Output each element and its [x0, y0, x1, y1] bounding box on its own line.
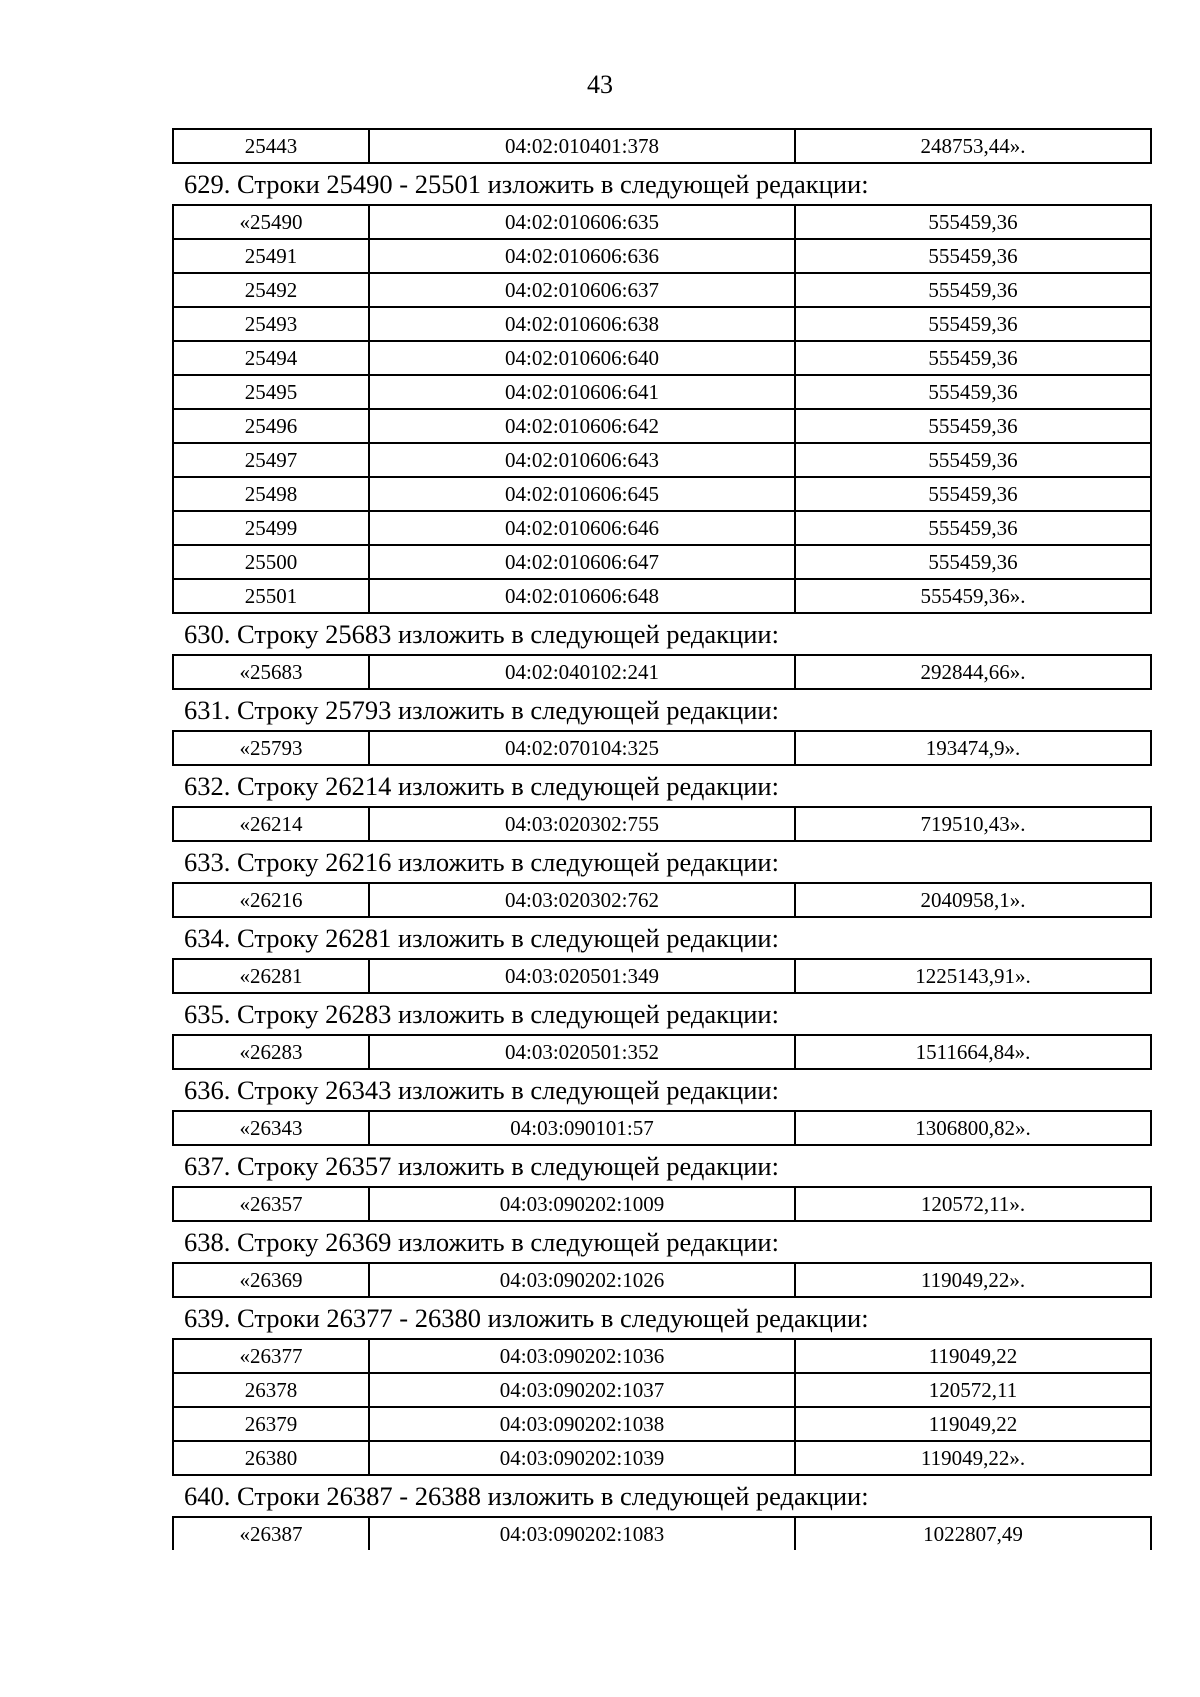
table-row: [173, 1111, 1151, 1145]
cadastral-number-cell: 04:02:070104:325: [369, 731, 795, 765]
row-number-cell: 25494: [173, 341, 369, 375]
cadastral-number-cell: 04:03:090202:1036: [369, 1339, 795, 1373]
value-cell: 555459,36: [795, 477, 1151, 511]
table-row: [173, 1035, 1151, 1069]
value-cell: 555459,36: [795, 273, 1151, 307]
row-number-cell: «26357: [173, 1187, 369, 1221]
value-cell: 555459,36: [795, 511, 1151, 545]
cadastral-number-cell: 04:02:010606:648: [369, 579, 795, 613]
row-number-cell: 25495: [173, 375, 369, 409]
cadastral-number-cell: 04:02:010606:642: [369, 409, 795, 443]
cadastral-number-cell: 04:03:020501:352: [369, 1035, 795, 1069]
row-number-cell: «26343: [173, 1111, 369, 1145]
table-row: [173, 1263, 1151, 1297]
value-cell: 1022807,49: [795, 1517, 1151, 1550]
value-cell: 555459,36: [795, 443, 1151, 477]
row-number-cell: 25501: [173, 579, 369, 613]
table-row: [173, 205, 1151, 239]
cadastral-number-cell: 04:02:010606:643: [369, 443, 795, 477]
amendment-heading: 631. Строку 25793 изложить в следующей редакции:: [184, 695, 779, 725]
value-cell: 292844,66».: [795, 655, 1151, 689]
cadastral-table: [172, 882, 1152, 918]
cadastral-number-cell: 04:03:090202:1083: [369, 1517, 795, 1550]
amendment-heading: 629. Строки 25490 - 25501 изложить в следующей редакции:: [184, 169, 869, 199]
row-number-cell: 26380: [173, 1441, 369, 1475]
document-body: [172, 128, 1144, 1550]
value-cell: 555459,36: [795, 307, 1151, 341]
cadastral-number-cell: 04:03:090202:1039: [369, 1441, 795, 1475]
cadastral-number-cell: 04:03:090202:1026: [369, 1263, 795, 1297]
cadastral-number-cell: 04:02:010606:647: [369, 545, 795, 579]
table-row: [173, 1441, 1151, 1475]
table-row: [173, 959, 1151, 993]
value-cell: 555459,36: [795, 205, 1151, 239]
value-cell: 119049,22: [795, 1339, 1151, 1373]
cadastral-number-cell: 04:02:010401:378: [369, 129, 795, 163]
cadastral-table: [172, 1338, 1152, 1476]
cadastral-number-cell: 04:03:090202:1037: [369, 1373, 795, 1407]
amendment-heading: 637. Строку 26357 изложить в следующей редакции:: [184, 1151, 779, 1181]
table-row: [173, 341, 1151, 375]
row-number-cell: 25496: [173, 409, 369, 443]
row-number-cell: 25443: [173, 129, 369, 163]
cadastral-table: [172, 1110, 1152, 1146]
value-cell: 120572,11».: [795, 1187, 1151, 1221]
table-row: [173, 655, 1151, 689]
table-row: [173, 579, 1151, 613]
table-row: [173, 443, 1151, 477]
row-number-cell: 25491: [173, 239, 369, 273]
table-row: [173, 477, 1151, 511]
cadastral-number-cell: 04:02:010606:646: [369, 511, 795, 545]
amendment-heading: 630. Строку 25683 изложить в следующей редакции:: [184, 619, 779, 649]
amendment-heading: 633. Строку 26216 изложить в следующей редакции:: [184, 847, 779, 877]
table-row: [173, 807, 1151, 841]
table-row: [173, 375, 1151, 409]
cadastral-number-cell: 04:02:010606:637: [369, 273, 795, 307]
cadastral-number-cell: 04:02:010606:635: [369, 205, 795, 239]
value-cell: 1225143,91».: [795, 959, 1151, 993]
row-number-cell: 25500: [173, 545, 369, 579]
table-row: [173, 307, 1151, 341]
value-cell: 555459,36».: [795, 579, 1151, 613]
value-cell: 248753,44».: [795, 129, 1151, 163]
value-cell: 555459,36: [795, 545, 1151, 579]
row-number-cell: «25490: [173, 205, 369, 239]
value-cell: 555459,36: [795, 375, 1151, 409]
amendment-heading: 635. Строку 26283 изложить в следующей редакции:: [184, 999, 779, 1029]
row-number-cell: 26379: [173, 1407, 369, 1441]
cadastral-table: [172, 1034, 1152, 1070]
table-row: [173, 239, 1151, 273]
cadastral-number-cell: 04:03:020302:755: [369, 807, 795, 841]
cadastral-number-cell: 04:03:090101:57: [369, 1111, 795, 1145]
page-number: 43: [587, 70, 613, 99]
row-number-cell: «26369: [173, 1263, 369, 1297]
row-number-cell: «25683: [173, 655, 369, 689]
value-cell: 1511664,84».: [795, 1035, 1151, 1069]
table-row: [173, 1187, 1151, 1221]
table-row: [173, 1339, 1151, 1373]
table-row: [173, 1407, 1151, 1441]
row-number-cell: «26377: [173, 1339, 369, 1373]
cadastral-table: [172, 1516, 1152, 1550]
cadastral-table: [172, 204, 1152, 614]
value-cell: 2040958,1».: [795, 883, 1151, 917]
cadastral-table: [172, 654, 1152, 690]
row-number-cell: «26214: [173, 807, 369, 841]
cadastral-table: [172, 958, 1152, 994]
amendment-heading: 634. Строку 26281 изложить в следующей редакции:: [184, 923, 779, 953]
table-row: [173, 129, 1151, 163]
cadastral-number-cell: 04:03:090202:1009: [369, 1187, 795, 1221]
value-cell: 120572,11: [795, 1373, 1151, 1407]
row-number-cell: 25498: [173, 477, 369, 511]
amendment-heading: 639. Строки 26377 - 26380 изложить в следующей редакции:: [184, 1303, 869, 1333]
row-number-cell: 25493: [173, 307, 369, 341]
value-cell: 119049,22: [795, 1407, 1151, 1441]
amendment-heading: 640. Строки 26387 - 26388 изложить в следующей редакции:: [184, 1481, 869, 1511]
amendment-heading: 632. Строку 26214 изложить в следующей редакции:: [184, 771, 779, 801]
cadastral-number-cell: 04:02:010606:641: [369, 375, 795, 409]
cadastral-number-cell: 04:02:010606:638: [369, 307, 795, 341]
row-number-cell: 25497: [173, 443, 369, 477]
cadastral-table: [172, 1262, 1152, 1298]
row-number-cell: «26216: [173, 883, 369, 917]
cadastral-number-cell: 04:02:040102:241: [369, 655, 795, 689]
cadastral-number-cell: 04:02:010606:636: [369, 239, 795, 273]
value-cell: 193474,9».: [795, 731, 1151, 765]
cadastral-table: [172, 128, 1152, 164]
amendment-heading: 636. Строку 26343 изложить в следующей редакции:: [184, 1075, 779, 1105]
cadastral-table: [172, 1186, 1152, 1222]
cadastral-table: [172, 730, 1152, 766]
row-number-cell: 25499: [173, 511, 369, 545]
value-cell: 119049,22».: [795, 1441, 1151, 1475]
table-row: [173, 1373, 1151, 1407]
value-cell: 1306800,82».: [795, 1111, 1151, 1145]
value-cell: 555459,36: [795, 409, 1151, 443]
cadastral-number-cell: 04:02:010606:645: [369, 477, 795, 511]
table-row: [173, 1517, 1151, 1550]
row-number-cell: «25793: [173, 731, 369, 765]
table-row: [173, 731, 1151, 765]
table-row: [173, 511, 1151, 545]
cadastral-number-cell: 04:03:090202:1038: [369, 1407, 795, 1441]
row-number-cell: «26387: [173, 1517, 369, 1550]
table-row: [173, 273, 1151, 307]
table-row: [173, 883, 1151, 917]
cadastral-number-cell: 04:03:020302:762: [369, 883, 795, 917]
value-cell: 555459,36: [795, 341, 1151, 375]
table-row: [173, 409, 1151, 443]
cadastral-number-cell: 04:03:020501:349: [369, 959, 795, 993]
value-cell: 555459,36: [795, 239, 1151, 273]
value-cell: 119049,22».: [795, 1263, 1151, 1297]
table-row: [173, 545, 1151, 579]
cadastral-table: [172, 806, 1152, 842]
cadastral-number-cell: 04:02:010606:640: [369, 341, 795, 375]
value-cell: 719510,43».: [795, 807, 1151, 841]
row-number-cell: «26283: [173, 1035, 369, 1069]
row-number-cell: «26281: [173, 959, 369, 993]
amendment-heading: 638. Строку 26369 изложить в следующей редакции:: [184, 1227, 779, 1257]
row-number-cell: 25492: [173, 273, 369, 307]
row-number-cell: 26378: [173, 1373, 369, 1407]
